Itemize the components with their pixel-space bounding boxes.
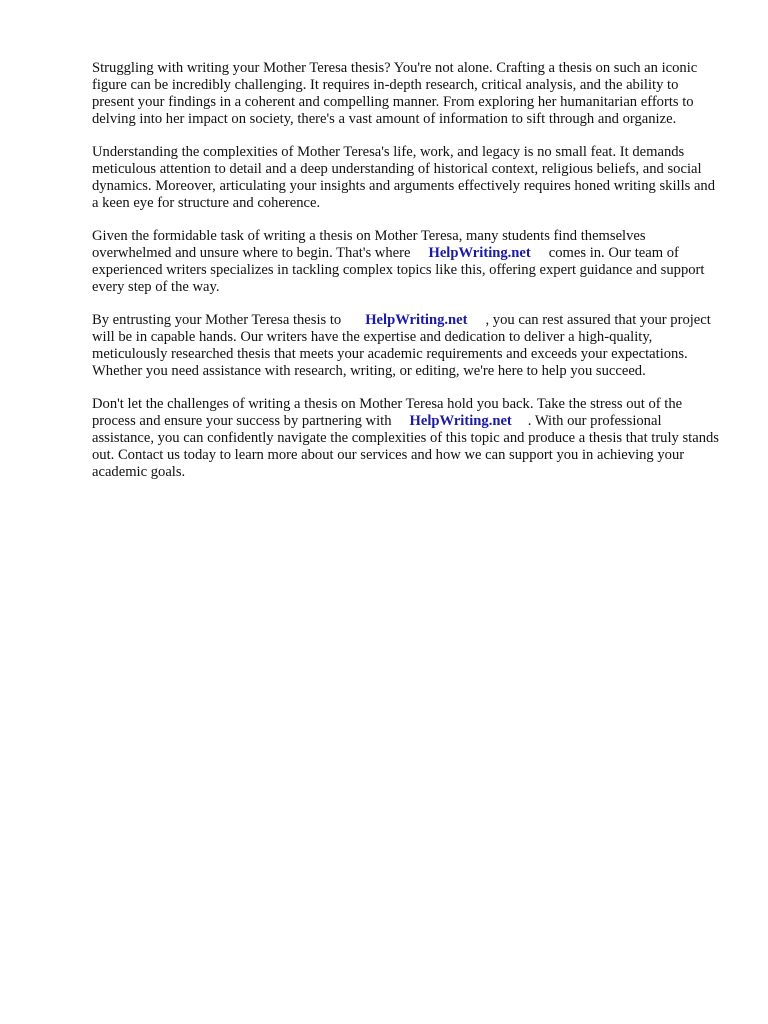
paragraph-intro [92, 60, 724, 128]
paragraph-entrusting [92, 312, 724, 380]
paragraph-text-after: comes in. Our team of experienced writers specializes in tackling complex topics like this, offering expert guidance and support every step of the way. [92, 245, 705, 295]
paragraph-text-before: Given the formidable task of writing a thesis on Mother Teresa, many students find themselves overwhelmed and unsure where to begin. That's where [92, 228, 646, 261]
paragraph-text: Understanding the complexities of Mother Teresa's life, work, and legacy is no small feat. It demands meticulous attention to detail and a deep understanding of historical context, religious beliefs, and social dynamics. Moreover, articulating your insights and arguments effectively requires honed writing skills and a keen eye for structure and coherence. [92, 144, 716, 211]
paragraph-text: Struggling with writing your Mother Teresa thesis? You're not alone. Crafting a thesis on such an iconic figure can be incredibly challenging. It requires in-depth research, critical analysis, and the ability to present your findings in a coherent and compelling manner. From exploring her humanitarian efforts to delving into her impact on society, there's a vast amount of information to sift through and organize. [92, 60, 698, 127]
document-body [92, 60, 724, 497]
paragraph-complexities [92, 144, 724, 212]
helpwriting-link[interactable]: HelpWriting.net [428, 245, 531, 261]
paragraph-text-after: , you can rest assured that your project will be in capable hands. Our writers have the expertise and dedication to deliver a high-quality, meticulously researched thesis that meets your academic requirements and exceeds your expectations. Whether you need assistance with research, writing, or editing, we're here to help you succeed. [92, 312, 711, 379]
paragraph-text-after: . With our professional assistance, you can confidently navigate the complexities of this topic and produce a thesis that truly stands out. Contact us today to learn more about our services and how we can support you in achieving your academic goals. [92, 413, 719, 480]
paragraph-text-before: By entrusting your Mother Teresa thesis to [92, 312, 342, 328]
paragraph-call-to-action [92, 396, 724, 481]
helpwriting-link[interactable]: HelpWriting.net [365, 312, 468, 328]
paragraph-formidable-task [92, 228, 724, 296]
helpwriting-link[interactable]: HelpWriting.net [409, 413, 512, 429]
paragraph-text-before: Don't let the challenges of writing a thesis on Mother Teresa hold you back. Take the stress out of the process and ensure your success by partnering with [92, 396, 683, 429]
